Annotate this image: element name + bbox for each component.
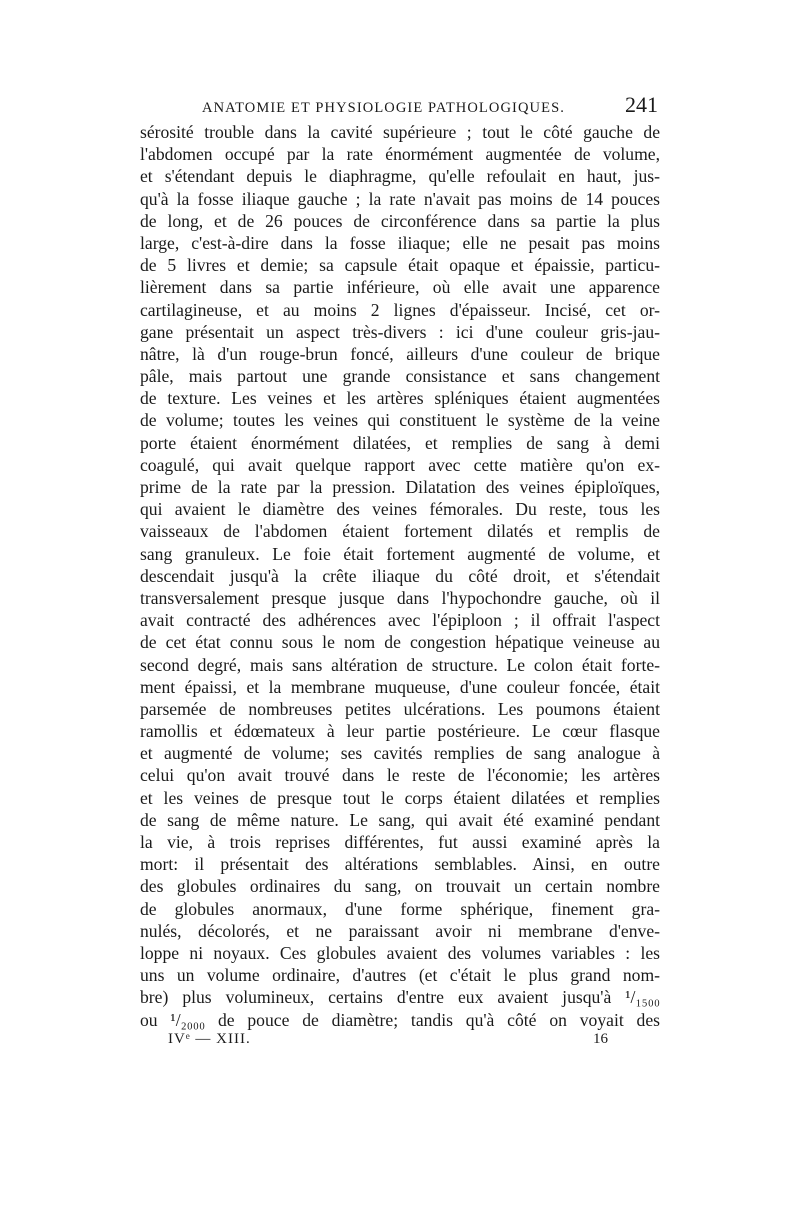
text-line: second degré, mais sans altération de structure. Le colon était forte- <box>140 654 660 675</box>
book-page <box>140 92 660 1053</box>
text-line: de volume; toutes les veines qui constituent le système de la veine <box>140 410 660 431</box>
page-footer <box>140 1031 660 1053</box>
text-line: ou ¹/₂₀₀₀ de pouce de diamètre; tandis qu'à côté on voyait des <box>140 1009 660 1030</box>
text-line: gane présentait un aspect très-divers : ici d'une couleur gris-jau- <box>140 321 660 342</box>
text-line: de globules anormaux, d'une forme sphérique, finement gra- <box>140 898 660 919</box>
text-line: mort: il présentait des altérations semblables. Ainsi, en outre <box>140 854 660 875</box>
text-line: sang granuleux. Le foie était fortement augmenté de volume, et <box>140 543 660 564</box>
text-line: qu'à la fosse iliaque gauche ; la rate n'avait pas moins de 14 pouces <box>140 188 660 209</box>
running-title: ANATOMIE ET PHYSIOLOGIE PATHOLOGIQUES. <box>202 100 565 116</box>
body-text <box>140 121 660 1031</box>
text-line: descendait jusqu'à la crête iliaque du côté droit, et s'étendait <box>140 565 660 586</box>
text-line: avait contracté des adhérences avec l'épiploon ; il offrait l'aspect <box>140 610 660 631</box>
text-line: et augmenté de volume; ses cavités remplies de sang analogue à <box>140 743 660 764</box>
text-line: de long, et de 26 pouces de circonférence dans sa partie la plus <box>140 210 660 231</box>
text-line: de 5 livres et demie; sa capsule était opaque et épaissie, particu- <box>140 255 660 276</box>
text-line: nâtre, là d'un rouge-brun foncé, ailleurs d'une couleur de brique <box>140 343 660 364</box>
text-line: bre) plus volumineux, certains d'entre eux avaient jusqu'à ¹/₁₅₀₀ <box>140 987 660 1008</box>
running-head <box>140 92 660 118</box>
text-line: de texture. Les veines et les artères spléniques étaient augmentées <box>140 388 660 409</box>
text-line: cartilagineuse, et au moins 2 lignes d'épaisseur. Incisé, cet or- <box>140 299 660 320</box>
page-number: 241 <box>625 92 658 117</box>
text-line: coagulé, qui avait quelque rapport avec cette matière qu'on ex- <box>140 454 660 475</box>
text-line: ramollis et édœmateux à leur partie postérieure. Le cœur flasque <box>140 721 660 742</box>
sheet-number: 16 <box>593 1030 608 1047</box>
text-line: de sang de même nature. Le sang, qui avait été examiné pendant <box>140 809 660 830</box>
text-line: de cet état connu sous le nom de congestion hépatique veineuse au <box>140 632 660 653</box>
text-line: pâle, mais partout une grande consistance et sans changement <box>140 366 660 387</box>
text-line: la vie, à trois reprises différentes, fut aussi examiné après la <box>140 832 660 852</box>
text-line: nulés, décolorés, et ne paraissant avoir ni membrane d'enve- <box>140 920 660 941</box>
text-line: parsemée de nombreuses petites ulcérations. Les poumons étaient <box>140 698 660 719</box>
text-line: sérosité trouble dans la cavité supérieure ; tout le côté gauche de <box>140 122 660 142</box>
text-line: vaisseaux de l'abdomen étaient fortement dilatés et remplis de <box>140 521 660 542</box>
text-line: porte étaient énormément dilatées, et remplies de sang à demi <box>140 432 660 453</box>
text-line: lièrement dans sa partie inférieure, où elle avait une apparence <box>140 277 660 298</box>
text-line: l'abdomen occupé par la rate énormément augmentée de volume, <box>140 144 660 165</box>
signature-mark: IVᵉ — XIII. <box>168 1030 251 1047</box>
text-line: large, c'est-à-dire dans la fosse iliaque; elle ne pesait pas moins <box>140 232 660 253</box>
text-line: celui qu'on avait trouvé dans le reste de l'économie; les artères <box>140 765 660 786</box>
text-line: prime de la rate par la pression. Dilatation des veines épiploïques, <box>140 477 660 497</box>
text-line: loppe ni noyaux. Ces globules avaient des volumes variables : les <box>140 942 660 963</box>
text-line: et s'étendant depuis le diaphragme, qu'elle refoulait en haut, jus- <box>140 166 660 187</box>
text-line: qui avaient le diamètre des veines fémorales. Du reste, tous les <box>140 499 660 520</box>
text-line: transversalement presque jusque dans l'hypochondre gauche, où il <box>140 587 660 608</box>
text-line: des globules ordinaires du sang, on trouvait un certain nombre <box>140 876 660 897</box>
text-line: ment épaissi, et la membrane muqueuse, d'une couleur foncée, était <box>140 676 660 697</box>
text-line: uns un volume ordinaire, d'autres (et c'était le plus grand nom- <box>140 965 660 986</box>
text-line: et les veines de presque tout le corps étaient dilatées et remplies <box>140 787 660 808</box>
